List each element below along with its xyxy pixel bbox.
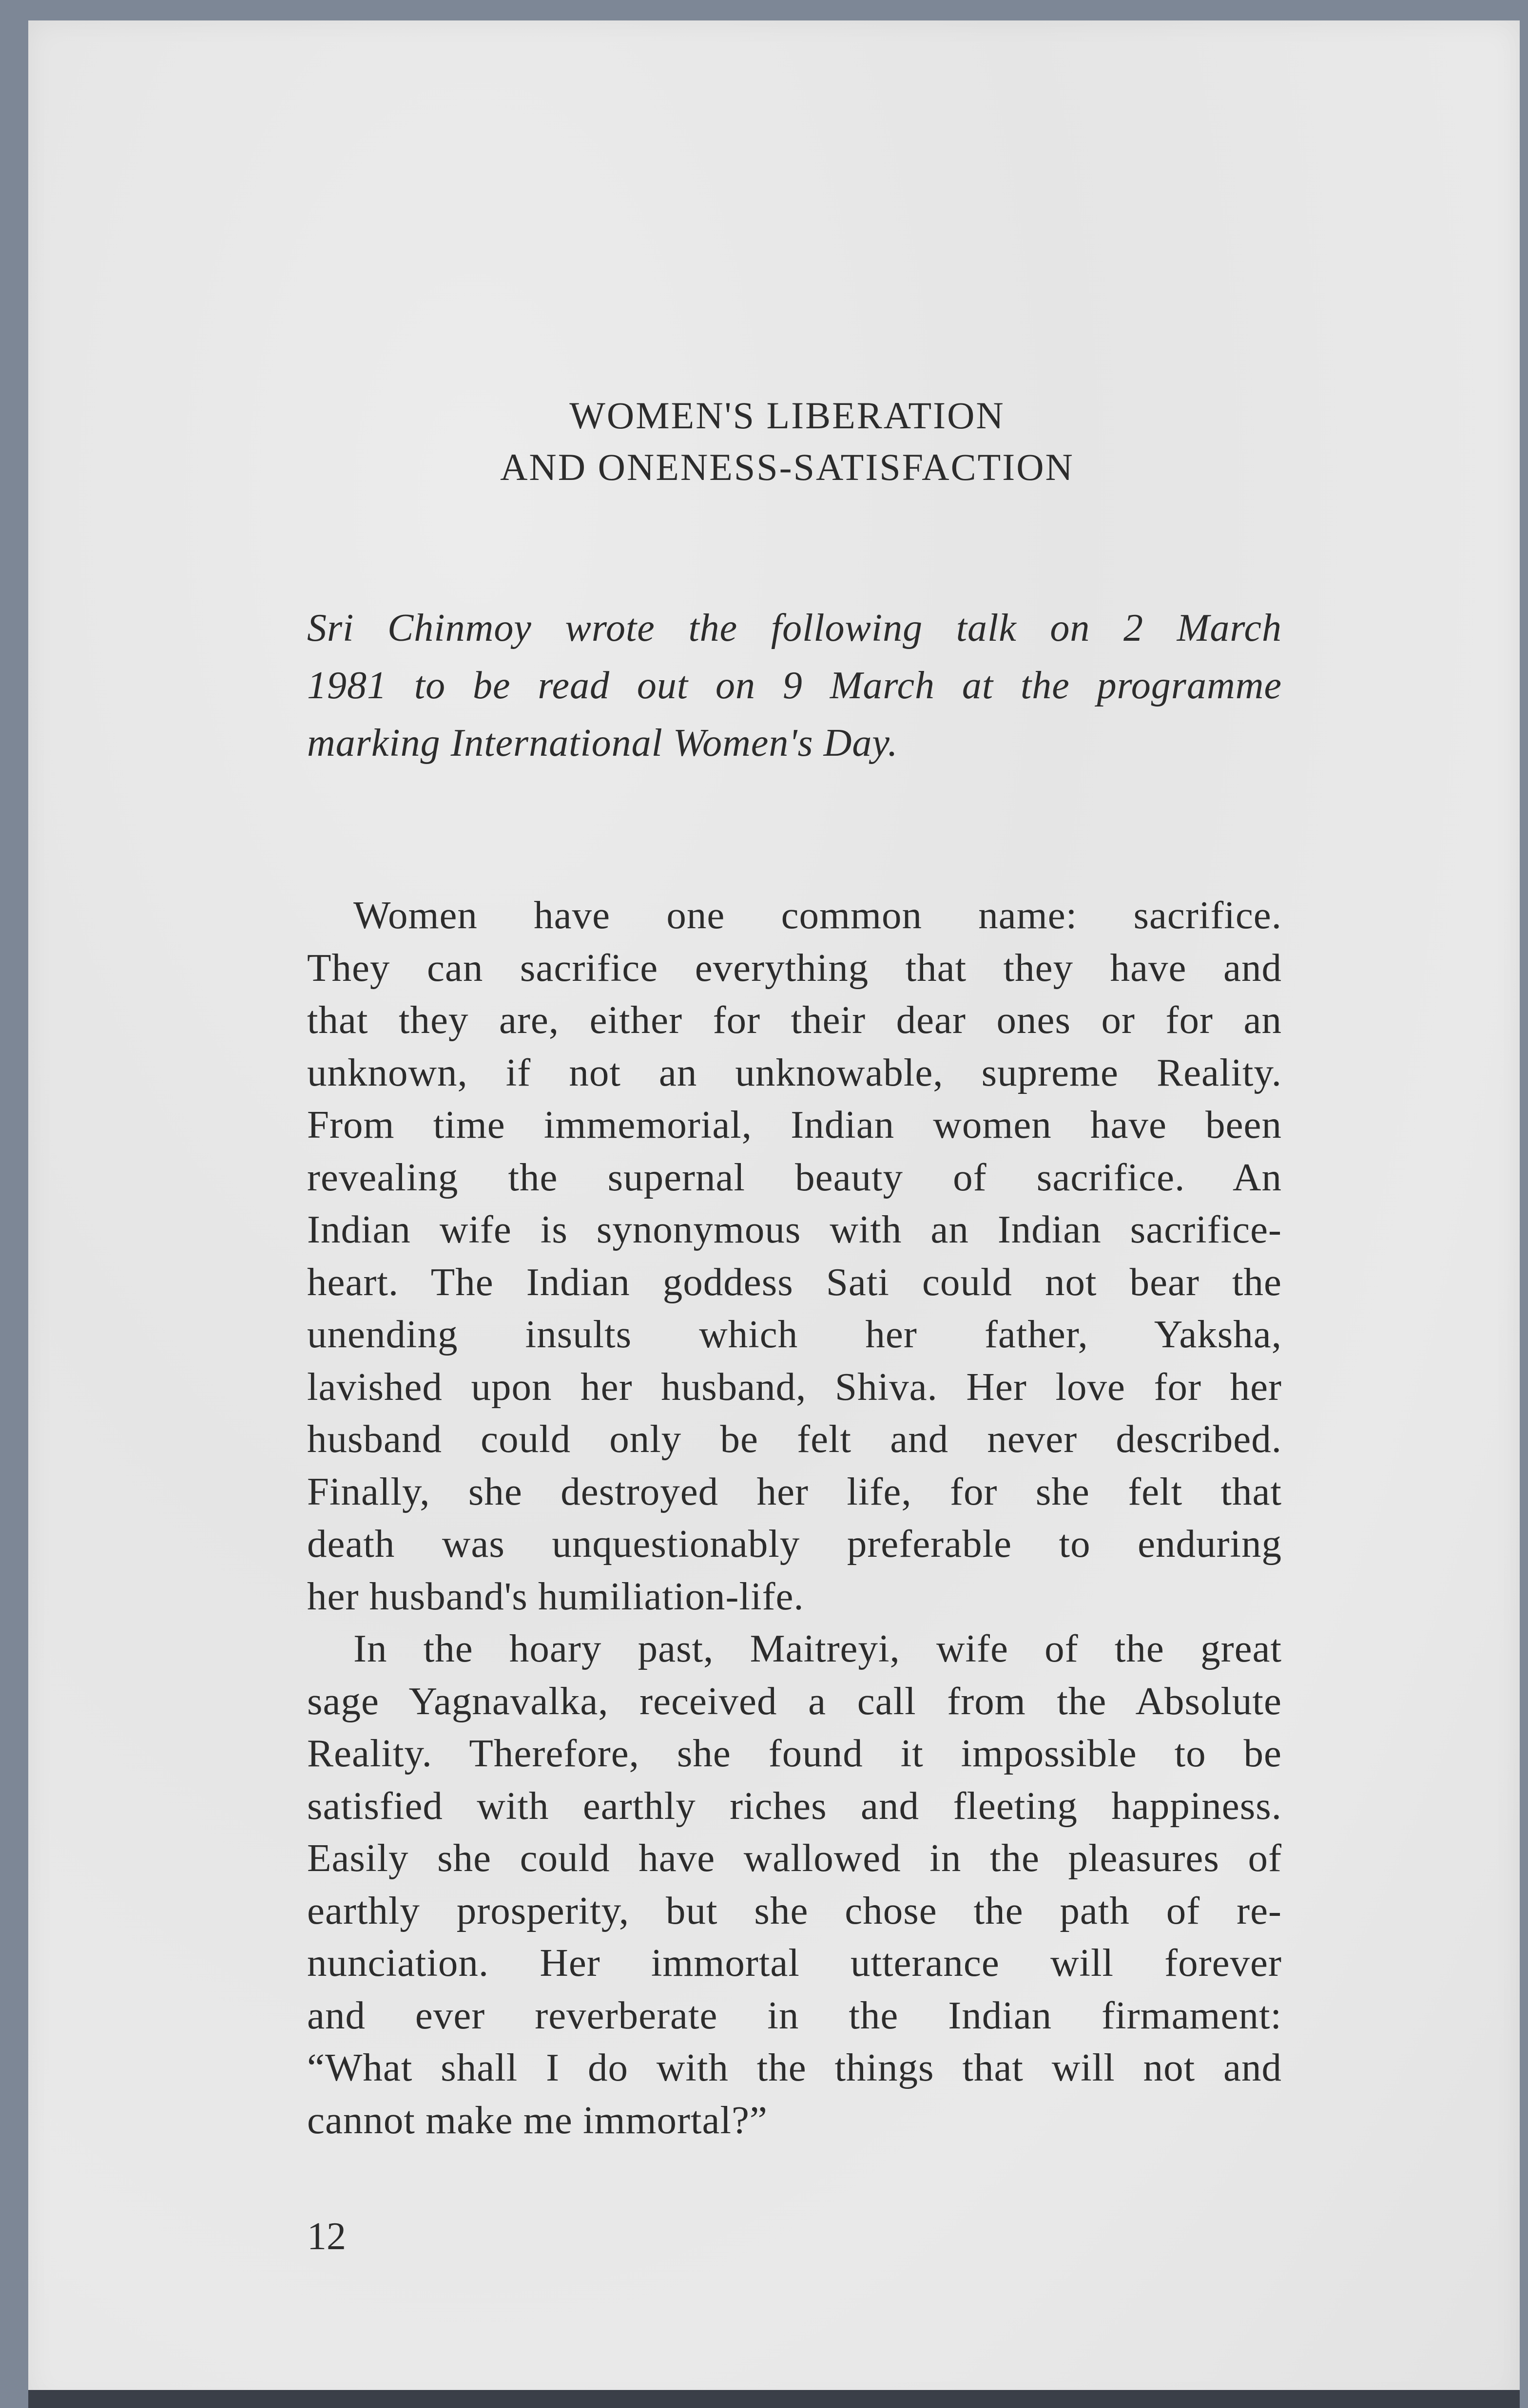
chapter-title [273,390,1301,493]
title-line-2: AND ONENESS-SATISFACTION [500,446,1074,488]
body-line: death was unquestionably preferable to enduring [307,1522,1282,1566]
body-line: nunciation. Her immortal utterance will forever [307,1941,1282,1985]
intro-line: marking International Women's Day. [307,722,898,764]
body-line: and ever reverberate in the Indian firmament: [307,1993,1282,2037]
body-line: that they are, either for their dear ones or for an [307,998,1282,1042]
body-line: lavished upon her husband, Shiva. Her love for her [307,1364,1282,1409]
body-line: “What shall I do with the things that will not and [307,2045,1282,2089]
title-line-1: WOMEN'S LIBERATION [569,394,1005,437]
body-line: From time immemorial, Indian women have been [307,1103,1282,1147]
body-text [307,889,1282,2146]
body-line: cannot make me immortal?” [307,2098,768,2142]
body-line: Women have one common name: sacrifice. [353,893,1282,937]
body-line: Indian wife is synonymous with an Indian sacrifice- [307,1207,1282,1251]
body-line: Easily she could have wallowed in the pleasures of [307,1836,1282,1880]
page-edge-shadow [28,2390,1520,2408]
body-line: her husband's humiliation-life. [307,1574,804,1618]
intro-note [307,599,1282,772]
body-line: sage Yagnavalka, received a call from the Absolute [307,1679,1282,1723]
body-line: Finally, she destroyed her life, for she felt that [307,1469,1282,1513]
intro-line: 1981 to be read out on 9 March at the programme [307,664,1282,707]
body-line: satisfied with earthly riches and fleeting happiness. [307,1783,1282,1828]
body-line: earthly prosperity, but she chose the path of re- [307,1888,1282,1932]
body-line: heart. The Indian goddess Sati could not bear the [307,1260,1282,1304]
body-line: revealing the supernal beauty of sacrifice. An [307,1155,1282,1199]
page-number: 12 [307,2215,346,2258]
body-line: They can sacrifice everything that they have and [307,945,1282,990]
body-line: Reality. Therefore, she found it impossible to be [307,1731,1282,1775]
body-line: unending insults which her father, Yaksha, [307,1312,1282,1356]
intro-line: Sri Chinmoy wrote the following talk on 2 March [307,607,1282,650]
body-line: unknown, if not an unknowable, supreme Reality. [307,1050,1282,1094]
body-line: husband could only be felt and never described. [307,1417,1282,1461]
body-line: In the hoary past, Maitreyi, wife of the great [353,1626,1282,1670]
